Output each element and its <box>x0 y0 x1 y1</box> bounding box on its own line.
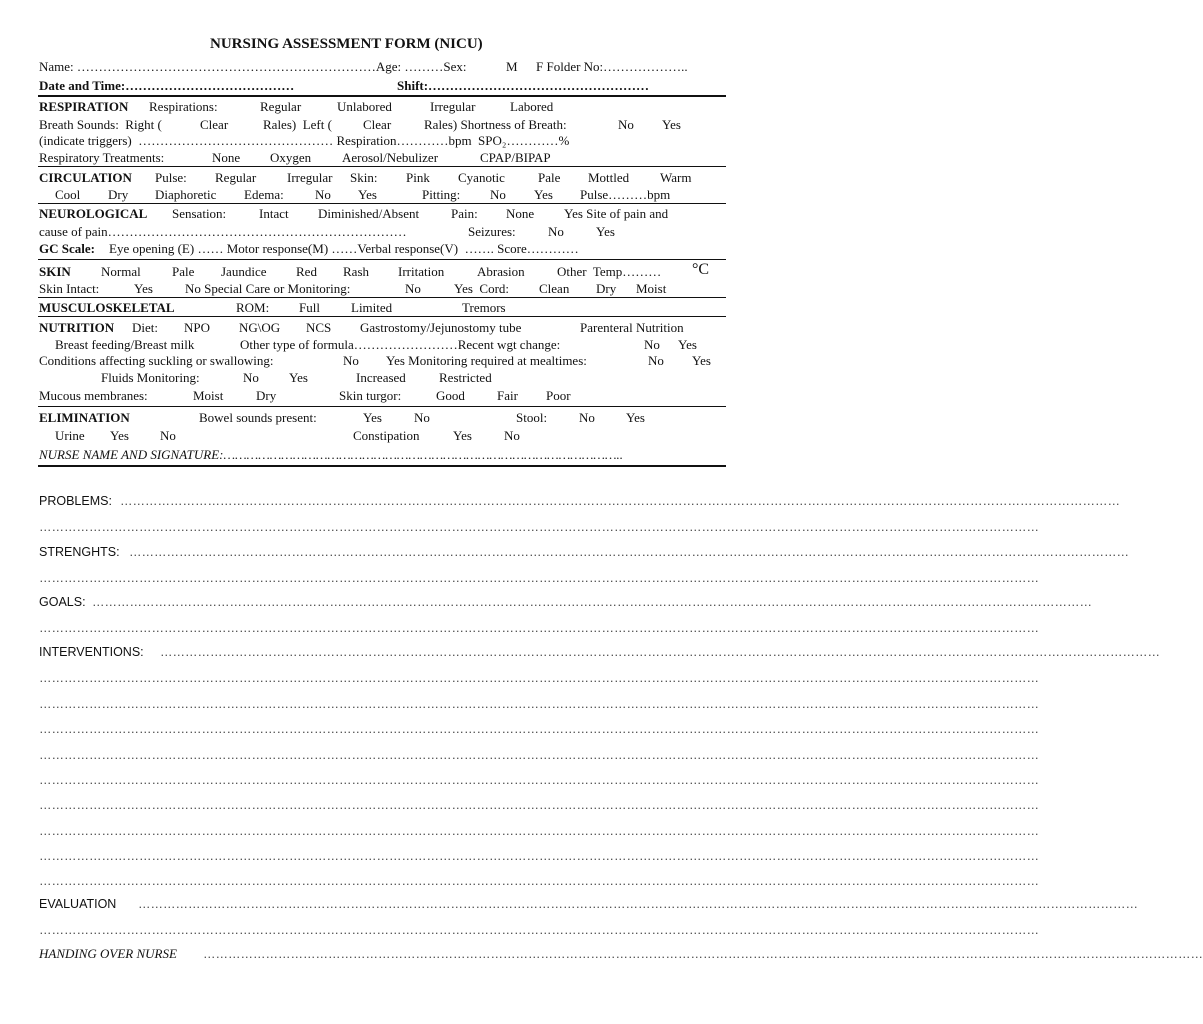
interventions-line <box>0 721 1039 741</box>
skin-diaphoretic-option[interactable]: Diaphoretic <box>155 187 217 202</box>
handing-over-nurse-label: HANDING OVER NURSE <box>39 946 177 961</box>
suckling-yes-monitoring-label[interactable]: Yes Monitoring required at mealtimes: <box>386 353 587 368</box>
respiration-heading: RESPIRATION <box>39 99 129 114</box>
other-formula-wgt-field[interactable]: Other type of formula……………………Recent wgt change: <box>240 337 561 352</box>
pulse-irregular-option[interactable]: Irregular <box>287 170 333 185</box>
skin-row-2 <box>0 281 768 301</box>
sensation-diminished-option[interactable]: Diminished/Absent <box>318 206 420 221</box>
pain-yes-site-option[interactable]: Yes Site of pain and <box>564 206 669 221</box>
diet-label: Diet: <box>132 320 158 335</box>
sex-m-option[interactable]: M <box>506 59 518 74</box>
cord-clean-option[interactable]: Clean <box>539 281 570 296</box>
form-title-row <box>0 36 768 56</box>
fluids-no-option[interactable]: No <box>243 370 259 385</box>
suckling-conditions-label: Conditions affecting suckling or swallowing: <box>39 353 274 368</box>
skin-rash-option[interactable]: Rash <box>343 264 369 279</box>
nurse-signature-row <box>0 447 768 467</box>
respiratory-treatments-label: Respiratory Treatments: <box>39 150 165 165</box>
goals-field[interactable]: …………………………………………………………………………………………………………………………………………………………………………………………………………………… <box>92 595 1092 609</box>
treatment-aerosol-option[interactable]: Aerosol/Nebulizer <box>342 150 439 165</box>
respiration-divider <box>38 166 726 167</box>
folder-number-field[interactable]: F Folder No:……………….. <box>536 59 688 74</box>
circulation-row-2 <box>0 187 768 207</box>
sob-yes-option[interactable]: Yes <box>662 117 681 132</box>
respirations-regular-option[interactable]: Regular <box>260 99 302 114</box>
cord-dry-option[interactable]: Dry <box>596 281 617 296</box>
fluids-yes-option[interactable]: Yes <box>289 370 308 385</box>
evaluation-field-line[interactable]: …………………………………………………………………………………………………………………………………………………………………………………………………………………… <box>39 923 1039 937</box>
interventions-row <box>0 644 1160 664</box>
interventions-field-line[interactable]: …………………………………………………………………………………………………………………………………………………………………………………………………………………… <box>39 722 1039 736</box>
edema-yes-option[interactable]: Yes <box>358 187 377 202</box>
circulation-heading: CIRCULATION <box>39 170 132 185</box>
strengths-field-line[interactable]: …………………………………………………………………………………………………………………………………………………………………………………………………………………… <box>39 571 1039 585</box>
handing-over-row <box>0 946 1203 966</box>
gc-scale-fields[interactable]: Eye opening (E) …… Motor response(M) ……Verbal response(V) ……. Score………… <box>109 241 579 256</box>
skin-mottled-option[interactable]: Mottled <box>588 170 630 185</box>
stool-no-option[interactable]: No <box>579 410 595 425</box>
constipation-no-option[interactable]: No <box>504 428 520 443</box>
strengths-row <box>0 544 1129 564</box>
strengths-label: STRENGHTS: <box>39 545 120 559</box>
mucous-moist-option[interactable]: Moist <box>193 388 224 403</box>
special-care-label[interactable]: No Special Care or Monitoring: <box>185 281 351 296</box>
pitting-label: Pitting: <box>422 187 461 202</box>
wgt-change-yes-option[interactable]: Yes <box>678 337 697 352</box>
skin-normal-option[interactable]: Normal <box>101 264 141 279</box>
respirations-labored-option[interactable]: Labored <box>510 99 554 114</box>
problems-field[interactable]: …………………………………………………………………………………………………………………………………………………………………………………………………………………… <box>120 494 1120 508</box>
fluids-restricted-option[interactable]: Restricted <box>439 370 492 385</box>
constipation-yes-option[interactable]: Yes <box>453 428 472 443</box>
respirations-label: Respirations: <box>149 99 218 114</box>
sensation-intact-option[interactable]: Intact <box>259 206 289 221</box>
goals-line-2 <box>0 620 1039 640</box>
skin-abrasion-option[interactable]: Abrasion <box>477 264 525 279</box>
musculoskeletal-row <box>0 300 768 320</box>
urine-yes-option[interactable]: Yes <box>110 428 129 443</box>
celsius-unit: °C <box>692 261 710 278</box>
skin-pale-option[interactable]: Pale <box>538 170 561 185</box>
rom-full-option[interactable]: Full <box>299 300 320 315</box>
turgor-good-option[interactable]: Good <box>436 388 465 403</box>
suckling-no-option[interactable]: No <box>343 353 359 368</box>
interventions-field-line[interactable]: …………………………………………………………………………………………………………………………………………………………………………………………………………………… <box>39 824 1039 838</box>
interventions-line <box>0 670 1039 690</box>
urine-no-option[interactable]: No <box>160 428 176 443</box>
sob-no-option[interactable]: No <box>618 117 634 132</box>
interventions-field-line[interactable]: …………………………………………………………………………………………………………………………………………………………………………………………………………………… <box>39 773 1039 787</box>
skin-turgor-label: Skin turgor: <box>339 388 402 403</box>
skin-pink-option[interactable]: Pink <box>406 170 430 185</box>
breath-sounds-right-label: Breath Sounds: Right ( <box>39 117 162 132</box>
neuro-row-1 <box>0 206 768 226</box>
wgt-change-no-option[interactable]: No <box>644 337 660 352</box>
skin-color-label: Skin: <box>350 170 378 185</box>
skin-jaundice-option[interactable]: Jaundice <box>221 264 267 279</box>
right-clear-option[interactable]: Clear <box>200 117 229 132</box>
fluids-increased-option[interactable]: Increased <box>356 370 406 385</box>
cord-label[interactable]: Yes Cord: <box>454 281 510 296</box>
skin-cyanotic-option[interactable]: Cyanotic <box>458 170 505 185</box>
cord-moist-option[interactable]: Moist <box>636 281 667 296</box>
nurse-name-signature-field[interactable]: NURSE NAME AND SIGNATURE:………………………………………………………………………………………….. <box>39 447 624 462</box>
respirations-irregular-option[interactable]: Irregular <box>430 99 476 114</box>
seizures-label: Seizures: <box>468 224 516 239</box>
evaluation-row <box>0 896 1138 916</box>
respiration-row-4 <box>0 150 768 170</box>
strengths-field[interactable]: …………………………………………………………………………………………………………………………………………………………………………………………………………………… <box>129 545 1129 559</box>
form-title: NURSING ASSESSMENT FORM (NICU) <box>210 36 483 52</box>
interventions-field-line[interactable]: …………………………………………………………………………………………………………………………………………………………………………………………………………………… <box>39 748 1039 762</box>
treatment-none-option[interactable]: None <box>212 150 241 165</box>
skin-irritation-option[interactable]: Irritation <box>398 264 445 279</box>
problems-row <box>0 493 1120 513</box>
right-rales-left-label[interactable]: Rales) Left ( <box>263 117 332 132</box>
seizures-yes-option[interactable]: Yes <box>596 224 615 239</box>
problems-label: PROBLEMS: <box>39 494 112 508</box>
mealtime-monitoring-no-option[interactable]: No <box>648 353 664 368</box>
rom-label: ROM: <box>236 300 270 315</box>
skin-heading: SKIN <box>39 264 71 279</box>
interventions-line <box>0 797 1039 817</box>
pain-none-option[interactable]: None <box>506 206 535 221</box>
diet-ngog-option[interactable]: NG\OG <box>239 320 281 335</box>
bowel-sounds-no-option[interactable]: No <box>414 410 430 425</box>
neurological-heading: NEUROLOGICAL <box>39 206 148 221</box>
interventions-line <box>0 747 1039 767</box>
interventions-label: INTERVENTIONS: <box>39 645 144 659</box>
problems-line-2 <box>0 519 1039 539</box>
left-clear-option[interactable]: Clear <box>363 117 392 132</box>
mucous-dry-option[interactable]: Dry <box>256 388 277 403</box>
problems-field-line[interactable]: …………………………………………………………………………………………………………………………………………………………………………………………………………………… <box>39 520 1039 534</box>
skin-dry-option[interactable]: Dry <box>108 187 129 202</box>
interventions-line <box>0 873 1039 893</box>
bowel-sounds-yes-option[interactable]: Yes <box>363 410 382 425</box>
name-age-sex-field[interactable]: Name: ……………………………………………………………Age: ………Sex: <box>39 59 467 74</box>
bowel-sounds-label: Bowel sounds present: <box>199 410 317 425</box>
skin-pale-option-2[interactable]: Pale <box>172 264 195 279</box>
goals-label: GOALS: <box>39 595 86 609</box>
evaluation-line-2 <box>0 922 1039 942</box>
rom-tremors-option[interactable]: Tremors <box>462 300 506 315</box>
interventions-field-line[interactable]: …………………………………………………………………………………………………………………………………………………………………………………………………………………… <box>39 697 1039 711</box>
interventions-line <box>0 772 1039 792</box>
skin-intact-yes-option[interactable]: Yes <box>134 281 153 296</box>
nutrition-row-5 <box>0 388 768 408</box>
handing-over-nurse-field[interactable]: …………………………………………………………………………………………………………………………………………………………………………………………………………………… <box>203 947 1203 961</box>
triggers-respiration-spo2-field[interactable]: (indicate triggers) ……………………………………… Respiration…………bpm SPO₂…………% <box>39 133 570 148</box>
pulse-label: Pulse: <box>155 170 187 185</box>
turgor-fair-option[interactable]: Fair <box>497 388 518 403</box>
pulse-bpm-field[interactable]: Pulse………bpm <box>580 187 671 202</box>
elimination-row-1 <box>0 410 768 430</box>
diet-ncs-option[interactable]: NCS <box>306 320 332 335</box>
respiration-row-1 <box>0 99 768 119</box>
treatment-cpap-option[interactable]: CPAP/BIPAP <box>480 150 551 165</box>
respirations-unlabored-option[interactable]: Unlabored <box>337 99 392 114</box>
treatment-oxygen-option[interactable]: Oxygen <box>270 150 312 165</box>
interventions-field[interactable]: …………………………………………………………………………………………………………………………………………………………………………………………………………………… <box>160 645 1160 659</box>
evaluation-label: EVALUATION <box>39 897 117 911</box>
pitting-yes-option[interactable]: Yes <box>534 187 553 202</box>
musculoskeletal-heading: MUSCULOSKELETAL <box>39 300 175 315</box>
elimination-heading: ELIMINATION <box>39 410 130 425</box>
turgor-poor-option[interactable]: Poor <box>546 388 571 403</box>
diet-gastrostomy-option[interactable]: Gastrostomy/Jejunostomy tube <box>360 320 522 335</box>
fluids-monitoring-label: Fluids Monitoring: <box>101 370 200 385</box>
interventions-line <box>0 848 1039 868</box>
goals-row <box>0 594 1092 614</box>
goals-field-line[interactable]: …………………………………………………………………………………………………………………………………………………………………………………………………………………… <box>39 621 1039 635</box>
skin-red-option[interactable]: Red <box>296 264 317 279</box>
gc-scale-row <box>0 241 768 261</box>
urine-label: Urine <box>55 428 85 443</box>
cause-of-pain-field[interactable]: cause of pain…………………………………………………………… <box>39 224 407 239</box>
pulse-regular-option[interactable]: Regular <box>215 170 257 185</box>
edema-no-option[interactable]: No <box>315 187 331 202</box>
gc-scale-heading: GC Scale: <box>39 241 95 256</box>
circulation-divider <box>38 203 726 204</box>
interventions-field-line[interactable]: …………………………………………………………………………………………………………………………………………………………………………………………………………………… <box>39 798 1039 812</box>
stool-yes-option[interactable]: Yes <box>626 410 645 425</box>
neuro-divider <box>38 259 726 260</box>
stool-label: Stool: <box>516 410 548 425</box>
sensation-label: Sensation: <box>172 206 227 221</box>
breast-feeding-option[interactable]: Breast feeding/Breast milk <box>55 337 195 352</box>
strengths-line-2 <box>0 570 1039 590</box>
interventions-field-line[interactable]: …………………………………………………………………………………………………………………………………………………………………………………………………………………… <box>39 874 1039 888</box>
skin-warm-option[interactable]: Warm <box>660 170 692 185</box>
interventions-line <box>0 823 1039 843</box>
mucous-membranes-label: Mucous membranes: <box>39 388 148 403</box>
skin-other-temp-field[interactable]: Other Temp……… <box>557 264 662 279</box>
nutrition-divider <box>38 406 726 407</box>
nutrition-heading: NUTRITION <box>39 320 115 335</box>
musculoskeletal-divider <box>38 316 726 317</box>
skin-cool-option[interactable]: Cool <box>55 187 81 202</box>
evaluation-field[interactable]: …………………………………………………………………………………………………………………………………………………………………………………………………………………… <box>138 897 1138 911</box>
skin-divider <box>38 297 726 298</box>
pitting-no-option[interactable]: No <box>490 187 506 202</box>
elimination-row-2 <box>0 428 768 448</box>
interventions-line <box>0 696 1039 716</box>
shortness-of-breath-label[interactable]: Rales) Shortness of Breath: <box>424 117 567 132</box>
name-row <box>0 59 768 79</box>
constipation-label: Constipation <box>353 428 420 443</box>
interventions-field-line[interactable]: …………………………………………………………………………………………………………………………………………………………………………………………………………………… <box>39 671 1039 685</box>
date-time-field[interactable]: Date and Time:………………………………… <box>39 78 295 93</box>
diet-npo-option[interactable]: NPO <box>184 320 211 335</box>
nutrition-row-4 <box>0 370 768 390</box>
diet-parenteral-option[interactable]: Parenteral Nutrition <box>580 320 684 335</box>
special-care-no-option[interactable]: No <box>405 281 421 296</box>
signature-divider <box>38 465 726 467</box>
edema-label: Edema: <box>244 187 284 202</box>
rom-limited-option[interactable]: Limited <box>351 300 393 315</box>
shift-field[interactable]: Shift:…………………………………………… <box>397 78 650 93</box>
skin-intact-label: Skin Intact: <box>39 281 100 296</box>
mealtime-monitoring-yes-option[interactable]: Yes <box>692 353 711 368</box>
interventions-field-line[interactable]: …………………………………………………………………………………………………………………………………………………………………………………………………………………… <box>39 849 1039 863</box>
seizures-no-option[interactable]: No <box>548 224 564 239</box>
pain-label: Pain: <box>451 206 478 221</box>
header-divider <box>38 95 726 97</box>
